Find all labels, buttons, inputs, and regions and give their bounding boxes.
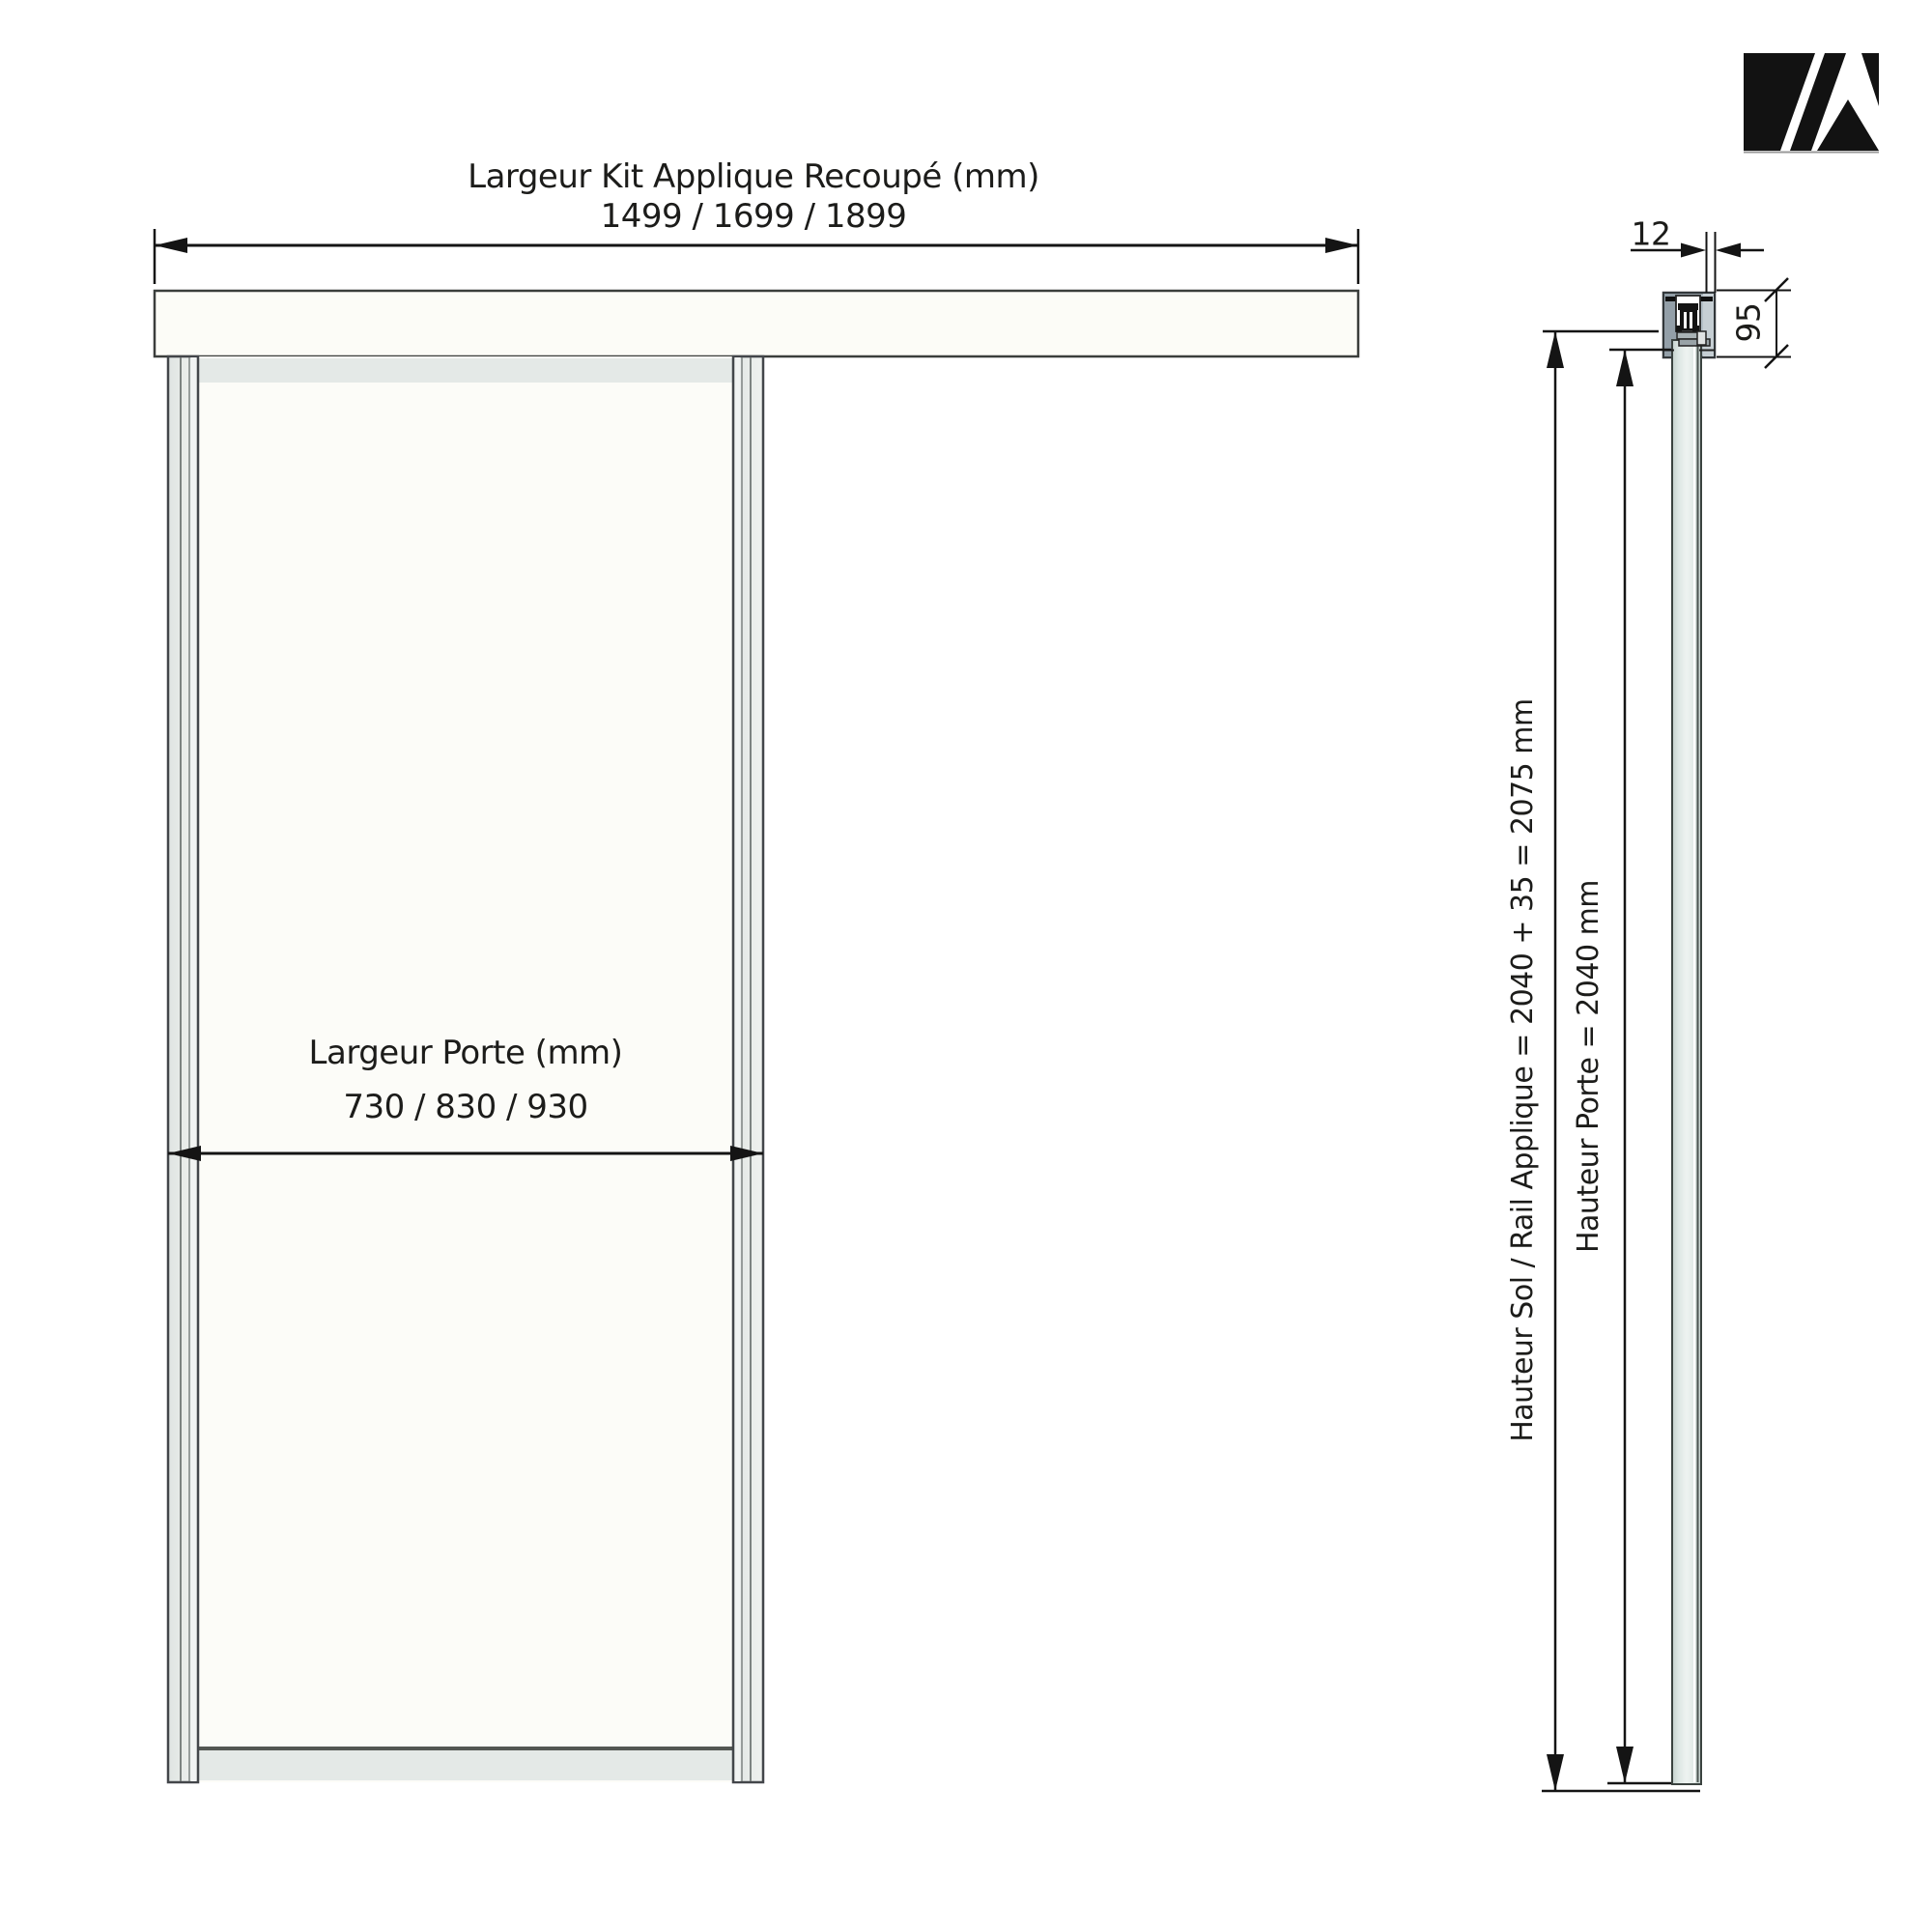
kit-width-dimension — [155, 229, 1358, 284]
arrowhead-left-icon — [1716, 243, 1741, 258]
kit-width-values: 1499 / 1699 / 1899 — [600, 197, 907, 236]
gap-dimension-value: 12 — [1631, 214, 1671, 253]
arrowhead-right-icon — [1325, 238, 1358, 253]
arrowhead-down-icon — [1616, 1747, 1634, 1783]
arrowhead-down-icon — [1547, 1754, 1564, 1791]
door-left-stile — [168, 356, 198, 1782]
arrowhead-up-icon — [1616, 350, 1634, 386]
arrowhead-left-icon — [155, 238, 187, 253]
door-height-dimension — [1607, 350, 1671, 1783]
door-section — [1672, 340, 1701, 1784]
door-width-values: 730 / 830 / 930 — [343, 1088, 588, 1126]
door-width-label: Largeur Porte (mm) — [308, 1034, 623, 1072]
kit-width-label: Largeur Kit Applique Recoupé (mm) — [468, 157, 1039, 196]
k-slash-logo-icon — [1744, 53, 1879, 153]
door-right-stile — [733, 356, 763, 1782]
arrowhead-right-icon — [1681, 243, 1706, 258]
total-height-label: Hauteur Sol / Rail Applique = 2040 + 35 = 2075 mm — [1506, 698, 1540, 1442]
door-bottom-band — [198, 1750, 733, 1780]
door-height-label: Hauteur Porte = 2040 mm — [1572, 879, 1605, 1254]
front-view — [155, 229, 1358, 1782]
door-top-band — [198, 358, 733, 383]
rail-height-dimension-value: 95 — [1729, 302, 1768, 343]
arrowhead-up-icon — [1547, 331, 1564, 368]
applique-rail-front — [155, 291, 1358, 356]
